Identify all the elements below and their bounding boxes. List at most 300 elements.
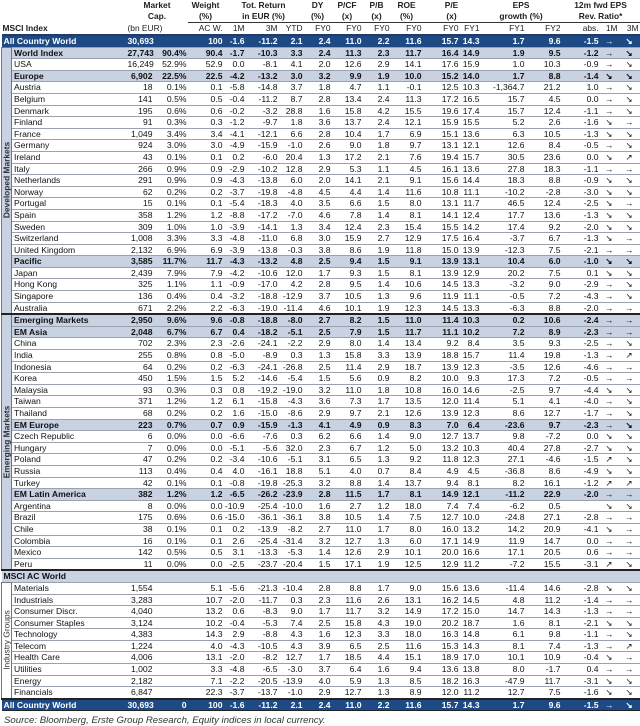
eps-fy2-cell: 6.7: [526, 233, 562, 245]
cap-share-cell: 0.1%: [154, 523, 188, 535]
weight-cell: 5.1: [188, 582, 224, 594]
dy-cell: 2.4: [304, 35, 332, 47]
roe-cell: 14.9: [391, 606, 423, 618]
eps-fy2-cell: 27.1: [526, 512, 562, 524]
eps-fy1-cell: 1.0: [481, 59, 526, 71]
return-1m-cell: -10.9: [224, 500, 245, 511]
return-3m-cell: [246, 570, 279, 582]
cap-share-cell: [154, 35, 188, 47]
market-cap-cell: 2,048: [127, 326, 154, 338]
roe-cell: 12.5: [391, 558, 423, 570]
return-1m-cell: 3.1: [224, 547, 246, 559]
rev-abs-cell: 1.0: [562, 82, 600, 94]
return-3m-cell: -21.3: [246, 582, 279, 594]
rev-abs-cell: 0.0: [562, 535, 600, 547]
cap-share-cell: 0.1%: [154, 477, 188, 489]
dy-cell: 3.0: [304, 233, 332, 245]
weight-cell: 0.6: [188, 512, 224, 524]
cap-share-cell: 1.2%: [154, 209, 188, 221]
pe-fy1-cell: 13.1: [460, 256, 481, 268]
cap-share-cell: [154, 606, 188, 618]
return-1m-cell: -4.1: [224, 128, 246, 140]
weight-cell: 9.6: [188, 314, 224, 326]
eps-fy2-cell: 18.3: [526, 163, 562, 175]
table-row: [2, 314, 640, 326]
roe-cell: 15.5: [391, 105, 423, 117]
pe-fy0-cell: 13.1: [423, 140, 460, 152]
pb-cell: 3.2: [363, 606, 391, 618]
pe-fy0-cell: [423, 570, 460, 582]
return-ytd-cell: -23.9: [279, 489, 304, 501]
weight-cell: 0.9: [188, 163, 224, 175]
return-3m-cell: -10.2: [246, 163, 279, 175]
roe-cell: 11.6: [391, 186, 423, 198]
table-row: [2, 606, 640, 618]
pcf-cell: 6.5: [332, 640, 363, 652]
return-3m-cell: -25.4: [246, 535, 279, 547]
cap-share-cell: 6.9%: [154, 244, 188, 256]
return-ytd-cell: 1.8: [279, 117, 304, 129]
rev-abs-cell: -1.6: [562, 687, 600, 699]
source-note: Source: Bloomberg, Erste Group Research, Equity indices in local currency.: [4, 715, 326, 726]
market-cap-cell: 1,049: [127, 128, 154, 140]
return-ytd-cell: -1.0: [279, 140, 304, 152]
table-row: [2, 291, 640, 303]
rev-abs-cell: -1.5: [562, 454, 600, 466]
dy-cell: 2.9: [304, 687, 332, 699]
pb-cell: 1.7: [363, 128, 391, 140]
trend-arrow-icon: ↘: [600, 652, 619, 664]
pe-fy0-cell: 11.4: [423, 314, 460, 326]
return-1m-cell: -3.7: [224, 687, 246, 699]
trend-arrow-icon: ↘: [619, 582, 640, 594]
roe-cell: 15.1: [391, 652, 423, 664]
return-ytd-cell: -31.4: [279, 535, 304, 547]
eps-fy2-cell: 19.8: [526, 350, 562, 362]
roe-cell: 13.1: [391, 594, 423, 606]
pe-fy1-cell: 14.3: [460, 640, 481, 652]
trend-arrow-icon: →: [619, 361, 640, 373]
roe-cell: [391, 570, 423, 582]
name-cell: Materials: [12, 582, 127, 594]
dy-cell: 6.2: [304, 431, 332, 443]
dy-cell: 2.8: [304, 128, 332, 140]
return-ytd-cell: 3.3: [279, 47, 304, 59]
return-1m-cell: 0.2: [224, 523, 246, 535]
dy-cell: 2.3: [304, 442, 332, 454]
trend-arrow-icon: ↘: [619, 82, 640, 94]
return-3m-cell: -15.8: [246, 396, 279, 408]
trend-arrow-icon: →: [600, 535, 619, 547]
pb-cell: 1.1: [363, 163, 391, 175]
trend-arrow-icon: →: [600, 244, 619, 256]
market-cap-cell: 30,693: [127, 36, 154, 46]
weight-cell: 22.5: [188, 70, 224, 82]
pe-fy1-cell: 13.7: [460, 431, 481, 443]
dy-cell: 3.2: [304, 477, 332, 489]
return-1m-cell: -2.5: [224, 558, 246, 570]
return-ytd-cell: -10.0: [279, 500, 304, 512]
pe-fy1-cell: 9.3: [460, 373, 481, 385]
pcf-cell: 5.6: [332, 373, 363, 385]
cap-share-cell: 0.4%: [154, 465, 188, 477]
pb-cell: 4.3: [363, 617, 391, 629]
cap-share-cell: 0.1%: [154, 151, 188, 163]
trend-arrow-icon: [600, 570, 619, 582]
header-pcf-2: (x): [332, 11, 363, 23]
pe-fy0-cell: 16.0: [423, 384, 460, 396]
return-3m-cell: -12.1: [246, 128, 279, 140]
pe-fy0-cell: 10.8: [423, 186, 460, 198]
cap-share-cell: [154, 594, 188, 606]
trend-arrow-icon: ↘: [600, 384, 619, 396]
pe-fy0-cell: 14.5: [423, 302, 460, 314]
weight-cell: 2.3: [188, 338, 224, 350]
roe-cell: 11.7: [391, 326, 423, 338]
cap-share-cell: 1.0%: [154, 221, 188, 233]
market-cap-cell: 358: [127, 209, 154, 221]
pe-fy0-cell: 9.2: [423, 338, 460, 350]
return-3m-cell: -26.2: [246, 489, 279, 501]
pe-fy1-cell: 14.4: [460, 175, 481, 187]
cap-share-cell: [154, 687, 188, 699]
return-ytd-cell: -25.3: [279, 477, 304, 489]
return-3m-cell: -20.5: [246, 675, 279, 687]
rev-abs-cell: -3.1: [562, 675, 600, 687]
rev-abs-cell: 0.1: [562, 267, 600, 279]
table-header: [2, 0, 640, 35]
eps-fy1-cell: 17.1: [481, 547, 526, 559]
eps-fy2-cell: 10.6: [526, 314, 562, 326]
return-1m-cell: -4.8: [224, 664, 246, 676]
pe-fy1-cell: 8.4: [460, 338, 481, 350]
pe-fy1-cell: 12.3: [460, 361, 481, 373]
market-cap-cell: 30,693: [127, 699, 154, 710]
eps-fy2-cell: 2.6: [526, 117, 562, 129]
weight-cell: 3.3: [188, 664, 224, 676]
weight-cell: 0.1: [188, 477, 224, 489]
pb-cell: 2.1: [363, 175, 391, 187]
eps-fy1-cell: 12.6: [481, 140, 526, 152]
trend-arrow-icon: ↘: [600, 117, 619, 129]
pb-cell: 1.3: [363, 687, 391, 699]
dy-cell: 1.6: [304, 629, 332, 641]
eps-fy2-cell: 20.9: [526, 523, 562, 535]
pe-fy0-cell: 15.5: [423, 221, 460, 233]
eps-fy1-cell: 1.7: [481, 699, 526, 711]
pe-fy1-cell: 14.8: [460, 629, 481, 641]
return-ytd-cell: -19.0: [279, 384, 304, 396]
pb-cell: 2.9: [363, 59, 391, 71]
cap-share-cell: 3.0%: [154, 140, 188, 152]
eps-fy2-cell: 7.4: [526, 640, 562, 652]
return-3m-cell: -13.7: [246, 687, 279, 699]
pe-fy1-cell: 12.9: [460, 267, 481, 279]
return-3m-cell: -9.7: [246, 117, 279, 129]
eps-fy2-cell: 9.6: [526, 699, 562, 711]
eps-fy2-cell: 11.2: [526, 594, 562, 606]
trend-arrow-icon: ↘: [619, 267, 640, 279]
market-cap-cell: 266: [127, 163, 154, 175]
pb-cell: 1.3: [363, 291, 391, 303]
return-ytd-cell: 12.0: [279, 267, 304, 279]
trend-arrow-icon: ↘: [619, 465, 640, 477]
return-3m-cell: -18.2: [246, 326, 279, 338]
roe-cell: 5.0: [391, 442, 423, 454]
eps-fy1-cell: 12.7: [481, 687, 526, 699]
weight-cell: 7.1: [188, 675, 224, 687]
dy-cell: 2.8: [304, 93, 332, 105]
rev-abs-cell: -4.1: [562, 523, 600, 535]
trend-arrow-icon: ↘: [619, 338, 640, 350]
rev-abs-cell: -1.3: [562, 128, 600, 140]
pcf-cell: 17.2: [332, 151, 363, 163]
eps-fy2-cell: -4.6: [526, 454, 562, 466]
pb-cell: 1.5: [363, 326, 391, 338]
return-1m-cell: 5.2: [224, 373, 246, 385]
name-cell: France: [12, 128, 127, 140]
roe-cell: 9.2: [391, 454, 423, 466]
return-1m-cell: -3.2: [224, 291, 246, 303]
eps-fy1-cell: 4.8: [481, 594, 526, 606]
return-ytd-cell: -8.6: [279, 408, 304, 420]
dy-cell: 3.9: [304, 640, 332, 652]
pe-fy0-cell: 15.1: [423, 128, 460, 140]
weight-cell: 0.1: [188, 535, 224, 547]
market-cap-cell: 382: [127, 489, 154, 501]
trend-arrow-icon: →: [600, 105, 619, 117]
trend-arrow-icon: ↘: [600, 465, 619, 477]
pcf-cell: 8.6: [332, 244, 363, 256]
pcf-cell: 8.8: [332, 477, 363, 489]
return-1m-cell: -8.8: [224, 209, 246, 221]
header-dy-2: (%): [304, 11, 332, 23]
pe-fy0-cell: 13.2: [423, 442, 460, 454]
market-cap-cell: 62: [127, 186, 154, 198]
trend-arrow-icon: →: [619, 547, 640, 559]
pe-fy1-cell: 13.8: [460, 664, 481, 676]
market-cap-cell: 195: [127, 105, 154, 117]
return-3m-cell: -10.6: [246, 267, 279, 279]
pe-fy1-cell: 15.7: [460, 151, 481, 163]
pe-fy1-cell: 12.3: [460, 408, 481, 420]
trend-arrow-icon: →: [600, 59, 619, 71]
rev-abs-cell: -2.9: [562, 279, 600, 291]
market-cap-cell: 3,585: [127, 256, 154, 268]
weight-cell: 3.3: [188, 233, 224, 245]
eps-fy2-cell: 27.8: [526, 442, 562, 454]
name-cell: Belgium: [12, 93, 127, 105]
pb-cell: 1.9: [363, 558, 391, 570]
return-ytd-cell: 6.8: [279, 233, 304, 245]
header-pb-2: (x): [363, 11, 391, 23]
return-ytd-cell: 4.2: [279, 279, 304, 291]
return-ytd-cell: -8.2: [279, 523, 304, 535]
roe-cell: 8.2: [391, 373, 423, 385]
table-row: [2, 93, 640, 105]
trend-arrow-icon: ↘: [600, 442, 619, 454]
cap-share-cell: 3.3%: [154, 233, 188, 245]
return-3m-cell: -14.1: [246, 221, 279, 233]
return-ytd-cell: -4.8: [279, 186, 304, 198]
eps-fy1-cell: -3.5: [481, 361, 526, 373]
name-cell: Poland: [12, 454, 127, 466]
side-group-label: [2, 582, 12, 698]
pcf-cell: 12.6: [332, 59, 363, 71]
return-3m-cell: -6.0: [246, 151, 279, 163]
trend-arrow-icon: ↗: [619, 640, 640, 652]
pcf-cell: 17.1: [332, 558, 363, 570]
market-cap-cell: 64: [127, 361, 154, 373]
pe-fy0-cell: 17.6: [423, 59, 460, 71]
rev-abs-cell: -0.4: [562, 652, 600, 664]
trend-arrow-icon: ↘: [619, 47, 640, 59]
return-ytd-cell: 28.8: [279, 105, 304, 117]
eps-fy1-cell: 8.1: [481, 640, 526, 652]
return-1m-cell: -3.9: [224, 244, 246, 256]
cap-share-cell: 1.2%: [154, 396, 188, 408]
trend-arrow-icon: →: [600, 35, 619, 47]
trend-arrow-icon: ↘: [600, 256, 619, 268]
pe-fy1-cell: 12.3: [460, 454, 481, 466]
return-1m-cell: -6.3: [224, 361, 246, 373]
pe-fy0-cell: 16.2: [423, 594, 460, 606]
market-cap-cell: 2,950: [127, 314, 154, 326]
header-return-2: in EUR (%): [224, 11, 304, 23]
trend-arrow-icon: ↘: [600, 675, 619, 687]
return-3m-cell: -15.9: [246, 419, 279, 431]
trend-arrow-icon: →: [600, 82, 619, 94]
pe-fy1-cell: 12.1: [460, 489, 481, 501]
return-1m-cell: -6.6: [224, 431, 246, 443]
table-row: [2, 279, 640, 291]
roe-cell: 9.0: [391, 431, 423, 443]
side-group-label: [2, 314, 12, 570]
roe-cell: 8.0: [391, 523, 423, 535]
pe-fy1-cell: 14.5: [460, 594, 481, 606]
eps-fy2-cell: 14.6: [526, 582, 562, 594]
rev-abs-cell: -1.6: [562, 117, 600, 129]
eps-fy1-cell: 8.0: [481, 664, 526, 676]
header-weight-2: (%): [188, 11, 224, 23]
table-row: [2, 640, 640, 652]
pe-fy0-cell: 18.8: [423, 350, 460, 362]
roe-cell: 4.5: [391, 163, 423, 175]
rev-abs-cell: -4.6: [562, 361, 600, 373]
market-cap-cell: 255: [127, 350, 154, 362]
pe-fy1-cell: 11.1: [460, 291, 481, 303]
name-cell: Health Care: [12, 652, 127, 664]
weight-cell: 90.4: [188, 47, 224, 59]
pb-cell: 1.2: [363, 500, 391, 512]
header-pe: P/E: [444, 0, 459, 10]
pe-fy0-cell: 17.2: [423, 93, 460, 105]
trend-arrow-icon: ↘: [619, 558, 640, 570]
weight-cell: 0.7: [188, 419, 224, 431]
pcf-cell: 7.3: [332, 396, 363, 408]
pe-fy0-cell: 7.0: [423, 419, 460, 431]
header-rev: 12m fwd EPS: [574, 0, 627, 10]
eps-fy1-cell: 0.2: [481, 314, 526, 326]
rev-abs-cell: -0.5: [562, 373, 600, 385]
cap-share-cell: 11.7%: [154, 256, 188, 268]
dy-cell: 3.8: [304, 244, 332, 256]
eps-fy2-cell: 7.2: [526, 291, 562, 303]
return-3m-cell: -13.8: [246, 244, 279, 256]
pcf-cell: 15.8: [332, 617, 363, 629]
return-1m-cell: -0.4: [224, 617, 246, 629]
name-cell: Finland: [12, 117, 127, 129]
return-3m-cell: -18.3: [246, 198, 279, 210]
pcf-cell: 11.3: [332, 47, 363, 59]
cap-share-cell: 7.9%: [154, 267, 188, 279]
pcf-cell: 13.7: [332, 117, 363, 129]
return-ytd-cell: -12.9: [279, 291, 304, 303]
table-row: [2, 547, 640, 559]
return-3m-cell: -13.3: [246, 547, 279, 559]
weight-cell: 0.3: [188, 384, 224, 396]
dy-cell: 1.7: [304, 652, 332, 664]
eps-fy1-cell: -24.8: [481, 512, 526, 524]
eps-fy2-cell: 16.1: [526, 477, 562, 489]
market-cap-cell: 1,008: [127, 233, 154, 245]
table-row: [2, 523, 640, 535]
name-cell: USA: [12, 59, 127, 71]
pcf-cell: 15.8: [332, 105, 363, 117]
roe-cell: 6.0: [391, 535, 423, 547]
roe-cell: 7.6: [391, 151, 423, 163]
weight-cell: 0.0: [188, 558, 224, 570]
weight-cell: 6.7: [188, 326, 224, 338]
eps-fy1-cell: 30.5: [481, 151, 526, 163]
pcf-cell: 9.7: [332, 408, 363, 420]
table-row: [2, 652, 640, 664]
return-1m-cell: -1.6: [224, 699, 246, 711]
return-3m-cell: -13.2: [246, 256, 279, 268]
rev-abs-cell: -1.1: [562, 629, 600, 641]
pe-fy0-cell: 11.8: [423, 454, 460, 466]
header-subcol: FY0: [363, 23, 391, 36]
return-3m-cell: -18.8: [246, 314, 279, 326]
return-3m-cell: -24.1: [246, 361, 279, 373]
eps-fy2-cell: 9.7: [526, 419, 562, 431]
eps-fy1-cell: 9.8: [481, 431, 526, 443]
trend-arrow-icon: →: [600, 326, 619, 338]
dy-cell: 1.3: [304, 151, 332, 163]
table-row: [2, 82, 640, 94]
pe-fy0-cell: 15.0: [423, 244, 460, 256]
rev-abs-cell: -1.4: [562, 594, 600, 606]
header-subcol: FY0: [304, 23, 332, 36]
eps-fy2-cell: 20.5: [526, 547, 562, 559]
trend-arrow-icon: ↗: [619, 350, 640, 362]
dy-cell: 1.6: [304, 500, 332, 512]
name-cell: Portugal: [12, 198, 127, 210]
msci-index-table: [1, 0, 640, 711]
return-1m-cell: 2.6: [224, 535, 246, 547]
rev-abs-cell: -2.0: [562, 221, 600, 233]
pe-fy1-cell: 11.2: [460, 558, 481, 570]
return-3m-cell: -8.3: [246, 606, 279, 618]
cap-share-cell: 0.0%: [154, 500, 188, 512]
return-1m-cell: 0.4: [224, 326, 246, 338]
trend-arrow-icon: ↘: [600, 267, 619, 279]
eps-fy2-cell: 22.9: [526, 489, 562, 501]
rev-abs-cell: -4.4: [562, 384, 600, 396]
header-dy: DY: [311, 0, 324, 10]
eps-fy1-cell: 6.1: [481, 629, 526, 641]
roe-cell: 13.4: [391, 338, 423, 350]
